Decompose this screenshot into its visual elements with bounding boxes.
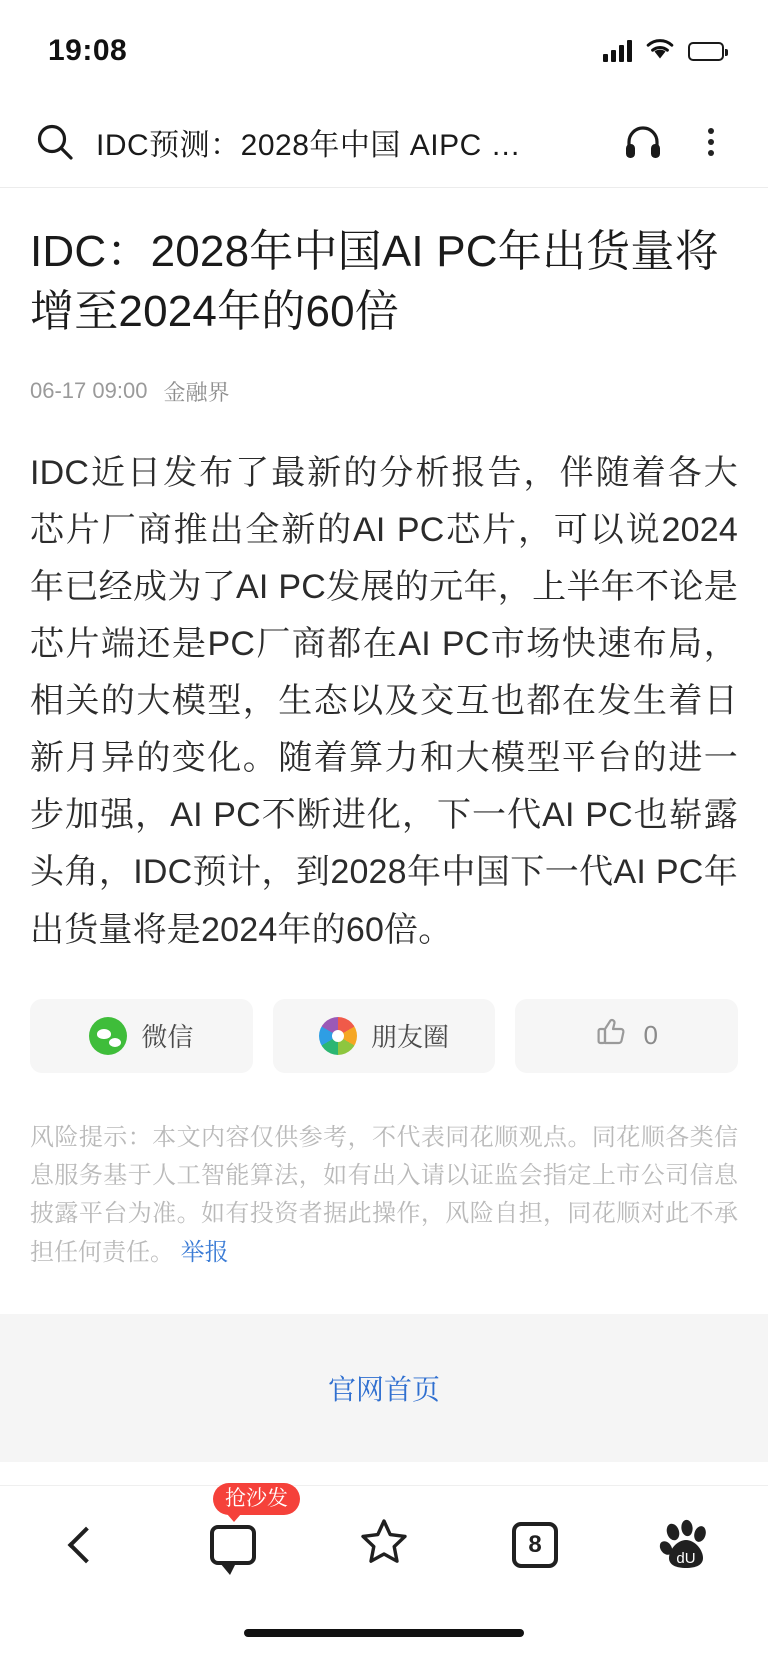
tabs-button[interactable] bbox=[499, 1509, 571, 1581]
status-indicators bbox=[603, 31, 724, 65]
search-icon[interactable] bbox=[34, 121, 76, 163]
like-button[interactable] bbox=[515, 999, 738, 1073]
profile-button[interactable] bbox=[650, 1509, 722, 1581]
comment-button[interactable] bbox=[197, 1486, 288, 1581]
star-icon bbox=[357, 1515, 411, 1574]
like-count: 0 bbox=[643, 1020, 658, 1051]
more-vertical-icon[interactable] bbox=[684, 115, 738, 169]
back-button[interactable] bbox=[46, 1509, 118, 1581]
wechat-moments-icon bbox=[319, 1017, 357, 1055]
article bbox=[0, 188, 768, 959]
share-wechat-label: 微信 bbox=[141, 1022, 194, 1053]
tabs-icon bbox=[512, 1522, 558, 1568]
share-moments-label: 朋友圈 bbox=[371, 1022, 450, 1053]
chevron-left-icon bbox=[68, 1526, 105, 1563]
publish-date: 06-17 09:00 bbox=[30, 378, 148, 404]
report-link[interactable]: 举报 bbox=[180, 1238, 229, 1266]
browser-app-bar bbox=[0, 96, 768, 188]
article-scroll-area[interactable] bbox=[0, 188, 768, 1485]
page-title: IDC：2028年中国AI PC年出货量将增至2024年的60倍 bbox=[30, 227, 719, 336]
favorite-button[interactable] bbox=[348, 1509, 420, 1581]
article-body: IDC近日发布了最新的分析报告，伴随着各大芯片厂商推出全新的AI PC芯片，可以说2024年已经成为了AI PC发展的元年，上半年不论是芯片端还是PC厂商都在AI PC市场快速布局，相关的大模型，生态以及交互也都在发生着日新月异的变化。随着算力和大模型平台的进一步加强，AI PC不断进化，下一代AI PC也崭露头角，IDC预计，到2028年中国下一代AI PC年出货量将是2024年的60倍。 bbox=[30, 453, 738, 949]
article-meta bbox=[30, 376, 738, 407]
svg-text:dU: dU bbox=[676, 1549, 696, 1567]
footer-block bbox=[0, 1314, 768, 1462]
wifi-icon bbox=[645, 37, 675, 65]
risk-disclaimer bbox=[0, 1073, 768, 1273]
wechat-icon bbox=[89, 1017, 127, 1055]
tabs-count: 8 bbox=[528, 1530, 542, 1558]
browser-toolbar bbox=[0, 1485, 768, 1603]
share-moments-button[interactable] bbox=[273, 999, 496, 1073]
search-input[interactable]: IDC预测：2028年中国 AIPC … bbox=[96, 128, 522, 162]
share-row bbox=[0, 959, 768, 1073]
thumbs-up-icon bbox=[595, 1015, 629, 1056]
comment-badge: 抢沙发 bbox=[213, 1483, 300, 1515]
battery-low-icon bbox=[688, 42, 724, 61]
home-indicator bbox=[0, 1603, 768, 1663]
official-home-link[interactable]: 官网首页 bbox=[327, 1374, 440, 1406]
signal-bars-icon bbox=[603, 40, 632, 62]
content-spacer bbox=[0, 1462, 768, 1485]
disclaimer-text: 本文内容仅供参考，不代表同花顺观点。同花顺各类信息服务基于人工智能算法，如有出入请以证监会指定上市公司信息披露平台为准。如有投资者据此操作，风险自担，同花顺对此不承担任何责任。 bbox=[30, 1123, 739, 1266]
status-bar bbox=[0, 0, 768, 96]
headphones-icon[interactable] bbox=[616, 115, 670, 169]
status-time: 19:08 bbox=[48, 34, 128, 67]
comment-bubble-icon bbox=[210, 1525, 256, 1565]
article-source: 金融界 bbox=[163, 379, 230, 405]
baidu-paw-icon bbox=[655, 1514, 717, 1576]
disclaimer-label: 风险提示： bbox=[30, 1123, 153, 1151]
share-wechat-button[interactable] bbox=[30, 999, 253, 1073]
